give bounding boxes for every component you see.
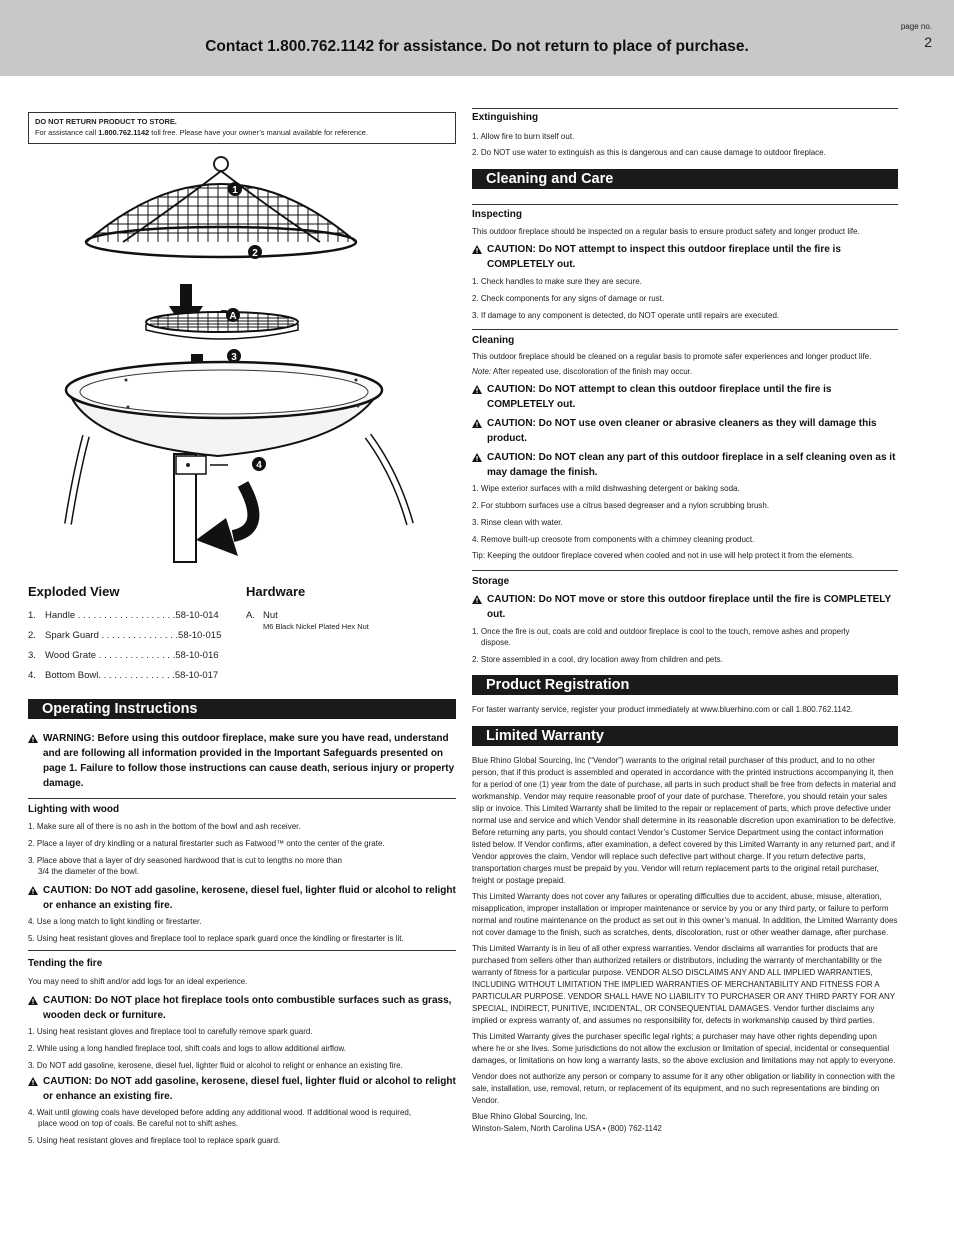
storage-steps	[472, 626, 898, 665]
notice-line-2: For assistance call 1.800.762.1142 toll free. Please have your owner’s manual available for reference.	[35, 128, 368, 137]
list-item: 5. Using heat resistant gloves and fireplace tool to replace spark guard.	[28, 1136, 281, 1145]
header-bar	[0, 0, 954, 76]
cleaning-intro: This outdoor fireplace should be cleaned on a regular basis to promote safer experiences and longer product life.	[472, 352, 872, 361]
parts-list	[28, 584, 456, 694]
cleaning-caution-3: CAUTION: Do NOT clean any part of this outdoor fireplace in a self cleaning oven as it may damage the finish.	[472, 450, 898, 480]
list-item: 2. Place a layer of dry kindling or a natural firestarter such as Fatwood™ onto the center of the grate.	[28, 839, 385, 848]
part-row: 1. Handle . . . . . . . . . . . . . . . . . . .58-10-014	[28, 610, 219, 621]
warning-icon	[472, 592, 487, 622]
limited-warranty-header: Limited Warranty	[472, 726, 898, 746]
rotate-arrow	[233, 484, 253, 536]
left-column	[28, 112, 456, 1146]
cleaning-care-header: Cleaning and Care	[472, 169, 898, 189]
list-item: 1. Make sure all of there is no ash in the bottom of the bowl and ash receiver.	[28, 822, 301, 831]
list-item: dispose.	[481, 638, 511, 647]
tending-caution-1: CAUTION: Do NOT place hot fireplace tools onto combustible surfaces such as grass, wooden deck or furniture.	[28, 993, 456, 1023]
page-number: 2	[924, 34, 932, 50]
inspecting-intro: This outdoor fireplace should be inspected on a regular basis to ensure product safety and longer product life.	[472, 227, 860, 236]
warning-icon	[472, 382, 487, 412]
warranty-paragraph-3: This Limited Warranty is in lieu of all other express warranties. Vendor disclaims all warranties for products that are purchased from sellers other than authorized retailers or distributors, including the warranty of merchantability or the warranty of fitness for a particular purpose. VENDOR ALSO DISCLAIMS ANY AND ALL IMPLIED WARRANTIES, INCLUDING WITHOUT LIMITATION THE IMPLIED WARRANTIES OF MERCHANTABILITY AND FITNESS FOR A PARTICULAR PURPOSE. VENDOR SHALL HAVE NO LIABILITY TO PURCHASER OR ANY THIRD PARTY FOR ANY SPECIAL, INDIRECT, PUNITIVE, INCIDENTAL, OR CONSEQUENTIAL DAMAGES. Vendor further disclaims any implied or express warranty of, and assumes no responsibility for, defects in workmanship caused by third parties.	[472, 944, 895, 1025]
part-row: 2. Spark Guard . . . . . . . . . . . . . . .58-10-015	[28, 630, 222, 641]
warning-icon	[472, 450, 487, 480]
storage-caution: CAUTION: Do NOT move or store this outdoor fireplace until the fire is COMPLETELY out.	[472, 592, 898, 622]
lighting-caution: CAUTION: Do NOT add gasoline, kerosene, diesel fuel, lighter fluid or alcohol to relight or enhance an existing fire.	[28, 883, 456, 913]
exploded-view-figure	[28, 144, 456, 574]
warning-icon	[472, 242, 487, 272]
hardware-list	[246, 584, 446, 631]
exploded-view-title: Exploded View	[28, 584, 120, 599]
list-item: 4. Wait until glowing coals have developed before adding any additional wood. If additional wood is required,	[28, 1108, 412, 1117]
warranty-paragraph-4: This Limited Warranty gives the purchaser specific legal rights; a purchaser may have other rights depending upon where he or she lives. Some jurisdictions do not allow the exclusion or limitation of special, incidental or consequential damages, or limitations on how long a warranty lasts, so the above exclusion and limitations may not apply to everyone.	[472, 1032, 896, 1065]
operating-instructions-header: Operating Instructions	[28, 699, 456, 719]
list-item: 2. Do NOT use water to extinguish as this is dangerous and can cause damage to outdoor fireplace.	[472, 148, 826, 157]
wood-grate	[146, 312, 298, 339]
list-item: 2. Store assembled in a cool, dry location away from children and pets.	[472, 655, 723, 664]
rotate-arrowhead	[196, 518, 238, 556]
list-item: 3. Place above that a layer of dry seasoned hardwood that is cut to lengths no more than	[28, 856, 342, 865]
warning-icon	[28, 883, 43, 913]
tending-intro: You may need to shift and/or add logs for an ideal experience.	[28, 977, 248, 986]
list-item: 3. If damage to any component is detected, do NOT operate until repairs are executed.	[472, 311, 780, 320]
callout-2: 2	[252, 248, 258, 259]
list-item: 5. Using heat resistant gloves and fireplace tool to replace spark guard once the kindling or firestarter is lit.	[28, 934, 404, 943]
warning-icon	[28, 993, 43, 1023]
list-item: 3. Do NOT add gasoline, kerosene, diesel fuel, lighter fluid or alcohol to relight or enhance an existing fire.	[28, 1061, 403, 1070]
handle-ring	[214, 157, 228, 171]
hardware-desc: M6 Black Nickel Plated Hex Nut	[263, 622, 369, 631]
registration-text: For faster warranty service, register your product immediately at www.bluerhino.com or call 1.800.762.1142.	[472, 705, 853, 714]
callout-A: A	[229, 311, 237, 322]
cleaning-tip: Tip: Keeping the outdoor fireplace covered when cooled and not in use will help protect it from the elements.	[472, 551, 855, 560]
cleaning-note: Note: After repeated use, discoloration of the finish may occur.	[472, 367, 693, 376]
list-item: 1. Once the fire is out, coals are cold and outdoor fireplace is cool to the touch, remove ashes and properly	[472, 627, 850, 636]
lighting-steps-2	[28, 916, 456, 944]
list-item: 1. Wipe exterior surfaces with a mild dishwashing detergent or baking soda.	[472, 484, 740, 493]
tending-steps-2	[28, 1107, 456, 1146]
right-column	[472, 108, 898, 1135]
hardware-row: A. Nut	[246, 610, 278, 621]
lighting-title: Lighting with wood	[28, 804, 120, 815]
warning-icon	[28, 1074, 43, 1104]
hardware-title: Hardware	[246, 584, 306, 599]
inspecting-title: Inspecting	[472, 209, 523, 220]
return-notice-box	[28, 112, 456, 144]
tending-steps	[28, 1026, 456, 1071]
list-item: place wood on top of coals. Be careful not to shift ashes.	[38, 1119, 239, 1128]
tending-title: Tending the fire	[28, 958, 103, 969]
callout-3: 3	[231, 352, 237, 363]
warranty-paragraph-2: This Limited Warranty does not cover any failures or operating difficulties due to accident, abuse, misuse, alteration, misapplication, improper installation or improper maintenance or service by you or any third party, or failure to perform normal and routine maintenance on the product as set out in this owner’s manual. In addition, the Limited Warranty does not cover damage to the finish, such as scratches, dents, discoloration, rust or other weather damage, after purchase.	[472, 892, 898, 937]
part-row: 4. Bottom Bowl. . . . . . . . . . . . . . .58-10-017	[28, 670, 219, 681]
contact-headline: Contact 1.800.762.1142 for assistance. Do not return to place of purchase.	[205, 38, 749, 55]
cleaning-caution-1: CAUTION: Do NOT attempt to clean this outdoor fireplace until the fire is COMPLETELY out.	[472, 382, 898, 412]
extinguishing-title: Extinguishing	[472, 112, 539, 123]
part-row: 3. Wood Grate . . . . . . . . . . . . . . .58-10-016	[28, 650, 219, 661]
storage-title: Storage	[472, 576, 510, 587]
cleaning-steps	[472, 483, 898, 545]
callout-1: 1	[232, 185, 238, 196]
warranty-company: Blue Rhino Global Sourcing, Inc.	[472, 1112, 588, 1121]
warning-icon	[28, 731, 43, 791]
list-item: 2. While using a long handled fireplace tool, shift coals and logs to allow additional airflow.	[28, 1044, 346, 1053]
list-item: 4. Use a long match to light kindling or firestarter.	[28, 917, 202, 926]
page-number-label: page no.	[900, 22, 932, 31]
list-item: 4. Remove built-up creosote from components with a chimney cleaning product.	[472, 535, 755, 544]
warranty-paragraph-1: Blue Rhino Global Sourcing, Inc (“Vendor”) warrants to the original retail purchaser of this product, and to no other person, that if this product is assembled and operated in accordance with the printed instructions accompanying it, then for a period of one (1) year from the date of purchase, all parts in such product shall be free from defects in material and workmanship. Vendor may require reasonable proof of your date of purchase. Therefore, you should retain your sales slip or invoice. This Limited Warranty shall be limited to the repair or replacement of parts, which prove defective under normal use and service and which Vendor shall determine in its reasonable discretion upon examination to be defective. Before returning any parts, you should contact Vendor’s Customer Service Department using the contact information listed below. If Vendor confirms, after examination, a defect covered by this Limited Warranty in any returned part, and if Vendor approves the claim, Vendor will replace such defective part without charge. If you return defective parts, transportation charges must be prepaid by you. Vendor will return replacement parts to the original retail purchaser, freight or postage prepaid.	[472, 756, 896, 885]
cleaning-caution-2: CAUTION: Do NOT use oven cleaner or abrasive cleaners as they will damage this product.	[472, 416, 898, 446]
spark-guard-dome	[83, 169, 363, 249]
tending-caution-2: CAUTION: Do NOT add gasoline, kerosene, diesel fuel, lighter fluid or alcohol to relight or enhance an existing fire.	[28, 1074, 456, 1104]
warranty-address: Winston-Salem, North Carolina USA • (800) 762-1142	[472, 1124, 662, 1133]
list-item: 3/4 the diameter of the bowl.	[38, 867, 139, 876]
list-item: 3. Rinse clean with water.	[472, 518, 563, 527]
product-registration-header: Product Registration	[472, 675, 898, 695]
list-item: 2. Check components for any signs of damage or rust.	[472, 294, 665, 303]
operating-warning: WARNING: Before using this outdoor fireplace, make sure you have read, understand and are following all information provided in the Important Safeguards presented on page 1. Failure to follow those instructions can cause death, serious injury or property damage.	[28, 731, 456, 791]
warranty-paragraph-5: Vendor does not authorize any person or company to assume for it any other obligation or liability in connection with the sale, installation, use, removal, return, or replacement of its equipment, and no such representations are binding on Vendor.	[472, 1072, 895, 1105]
list-item: 1. Allow fire to burn itself out.	[472, 132, 575, 141]
exploded-view-list	[28, 584, 238, 686]
list-item: 1. Check handles to make sure they are secure.	[472, 277, 642, 286]
cleaning-title: Cleaning	[472, 335, 515, 346]
inspecting-steps	[472, 276, 898, 321]
list-item: 1. Using heat resistant gloves and fireplace tool to carefully remove spark guard.	[28, 1027, 313, 1036]
notice-line-1: DO NOT RETURN PRODUCT TO STORE.	[35, 117, 177, 126]
lighting-steps	[28, 821, 456, 877]
inspecting-caution: CAUTION: Do NOT attempt to inspect this outdoor fireplace until the fire is COMPLETELY out.	[472, 242, 898, 272]
warning-icon	[472, 416, 487, 446]
fireplace-diagram	[28, 144, 456, 574]
extinguishing-steps	[472, 131, 898, 158]
callout-4: 4	[256, 460, 262, 471]
list-item: 2. For stubborn surfaces use a citrus based degreaser and a nylon scrubbing brush.	[472, 501, 770, 510]
